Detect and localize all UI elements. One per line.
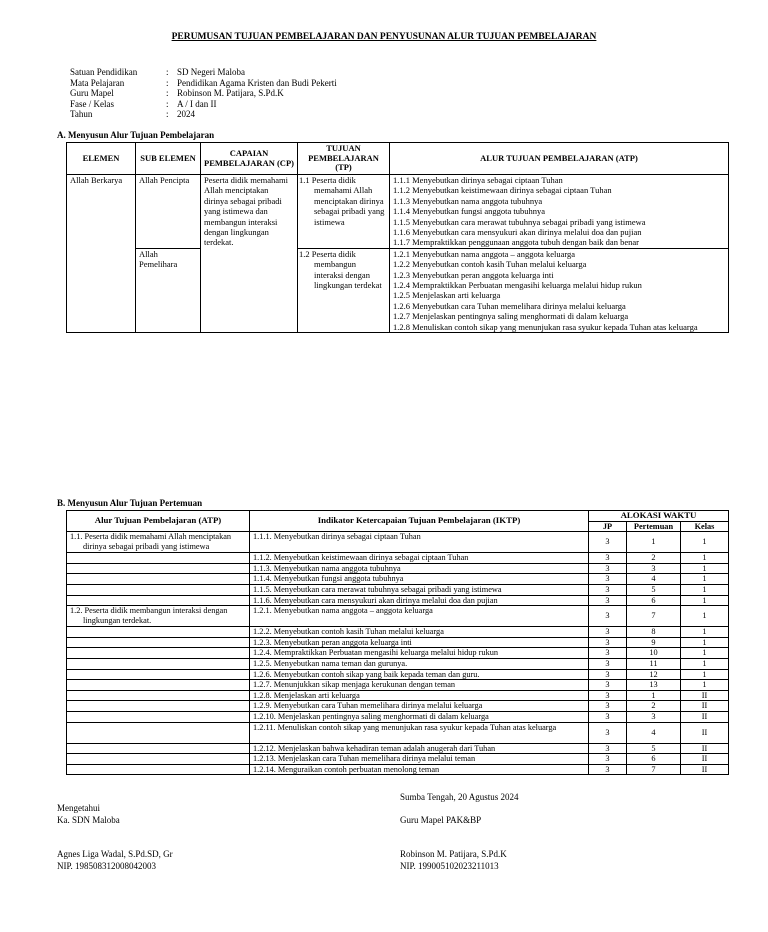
pertemuan-cell: 4: [627, 722, 681, 743]
atp-cell: [67, 584, 250, 595]
pertemuan-cell: 10: [627, 648, 681, 659]
jp-cell: 3: [589, 669, 627, 680]
jp-cell: 3: [589, 722, 627, 743]
signature-left: [57, 803, 173, 872]
iktp-cell: 1.1.2. Menyebutkan keistimewaan dirinya sebagai ciptaan Tuhan: [250, 553, 589, 564]
header-atp: ALUR TUJUAN PEMBELAJARAN (ATP): [390, 143, 729, 175]
principal-name: Agnes Liga Wadal, S.Pd.SD, Gr: [57, 849, 173, 859]
kelas-cell: II: [681, 711, 729, 722]
jp-cell: 3: [589, 743, 627, 754]
teacher-nip: NIP. 199005102023211013: [400, 860, 499, 871]
kelas-cell: II: [681, 754, 729, 765]
document-meta: [70, 67, 337, 120]
iktp-cell: 1.2.11. Menuliskan contoh sikap yang menunjukan rasa syukur kepada Tuhan atas keluarga: [250, 722, 589, 743]
place-date: Sumba Tengah, 20 Agustus 2024: [400, 792, 519, 802]
atp-cell: 1.1. Peserta didik memahami Allah menciptakan dirinya sebagai pribadi yang istimewa: [67, 532, 250, 553]
pertemuan-cell: 6: [627, 595, 681, 606]
atp-item: 1.1.6 Menyebutkan cara mensyukuri akan dirinya melalui doa dan pujian: [393, 227, 642, 238]
kelas-cell: 1: [681, 595, 729, 606]
kelas-cell: II: [681, 722, 729, 743]
atp-item: 1.2.8 Menuliskan contoh sikap yang menunjukan rasa syukur kepada Tuhan atas keluarga: [393, 321, 698, 332]
atp-item: 1.1.2 Menyebutkan keistimewaan dirinya sebagai ciptaan Tuhan: [393, 185, 612, 196]
header-pertemuan: Pertemuan: [627, 521, 681, 532]
atp-item: 1.2.2 Menyebutkan contoh kasih Tuhan melalui keluarga: [393, 259, 587, 270]
kelas-cell: 1: [681, 680, 729, 691]
atp-cell: 1.2. Peserta didik membangun interaksi dengan lingkungan terdekat.: [67, 606, 250, 627]
table-row: [67, 606, 729, 627]
atp-cell: [67, 754, 250, 765]
iktp-cell: 1.2.8. Menjelaskan arti keluarga: [250, 690, 589, 701]
kelas-cell: II: [681, 764, 729, 775]
meta-value: Robinson M. Patijara, S.Pd.K: [177, 88, 284, 98]
atp-cell: [67, 658, 250, 669]
table-row: [67, 574, 729, 585]
iktp-cell: 1.2.13. Menjelaskan cara Tuhan memelihara dirinya melalui teman: [250, 754, 589, 765]
atp-cell: [67, 680, 250, 691]
header-jp: JP: [589, 521, 627, 532]
pertemuan-cell: 2: [627, 701, 681, 712]
table-row: [67, 722, 729, 743]
atp-cell: [67, 711, 250, 722]
pertemuan-cell: 13: [627, 680, 681, 691]
teacher-name: Robinson M. Patijara, S.Pd.K: [400, 849, 507, 859]
tp-cell: 1.1 Peserta didik memahami Allah menciptakan dirinya sebagai pribadi yang istimewa: [298, 175, 390, 249]
meta-label: Guru Mapel: [70, 88, 114, 98]
kelas-cell: 1: [681, 532, 729, 553]
kelas-cell: 1: [681, 637, 729, 648]
iktp-cell: 1.1.3. Menyebutkan nama anggota tubuhnya: [250, 563, 589, 574]
jp-cell: 3: [589, 553, 627, 564]
iktp-cell: 1.1.5. Menyebutkan cara merawat tubuhnya sebagai pribadi yang istimewa: [250, 584, 589, 595]
jp-cell: 3: [589, 627, 627, 638]
meta-value: 2024: [177, 109, 195, 119]
atp-cell: [390, 248, 729, 332]
kelas-cell: 1: [681, 648, 729, 659]
atp-item: 1.2.3 Menyebutkan peran anggota keluarga inti: [393, 269, 554, 280]
jp-cell: 3: [589, 595, 627, 606]
table-header-row: [67, 511, 729, 522]
atp-cell: [390, 175, 729, 249]
pertemuan-cell: 3: [627, 711, 681, 722]
sub-elemen-cell: Allah Pemelihara: [136, 248, 201, 332]
pertemuan-cell: 1: [627, 532, 681, 553]
table-row: [67, 658, 729, 669]
pertemuan-cell: 8: [627, 627, 681, 638]
atp-cell: [67, 669, 250, 680]
atp-cell: [67, 764, 250, 775]
table-row: [67, 711, 729, 722]
atp-cell: [67, 743, 250, 754]
kelas-cell: 1: [681, 669, 729, 680]
meta-label: Tahun: [70, 109, 93, 119]
iktp-cell: 1.2.9. Menyebutkan cara Tuhan memelihara dirinya melalui keluarga: [250, 701, 589, 712]
iktp-cell: 1.1.6. Menyebutkan cara mensyukuri akan dirinya melalui doa dan pujian: [250, 595, 589, 606]
jp-cell: 3: [589, 711, 627, 722]
iktp-cell: 1.2.5. Menyebutkan nama teman dan gurunya.: [250, 658, 589, 669]
meta-label: Satuan Pendidikan: [70, 67, 138, 77]
header-tp: TUJUAN PEMBELAJARAN (TP): [298, 143, 390, 175]
jp-cell: 3: [589, 701, 627, 712]
atp-table: [66, 142, 729, 333]
atp-cell: [67, 637, 250, 648]
kelas-cell: 1: [681, 584, 729, 595]
jp-cell: 3: [589, 648, 627, 659]
atp-item: 1.1.7 Mempraktikkan penggunaan anggota tubuh dengan baik dan benar: [393, 237, 639, 248]
elemen-cell: Allah Berkarya: [67, 175, 136, 333]
table-row: [67, 584, 729, 595]
principal-role: Ka. SDN Maloba: [57, 814, 120, 825]
atp-cell: [67, 701, 250, 712]
table-row: [67, 175, 729, 249]
pertemuan-cell: 12: [627, 669, 681, 680]
jp-cell: 3: [589, 584, 627, 595]
cp-cell: Peserta didik memahami Allah menciptakan dirinya sebagai pribadi yang istimewa dan membangun interaksi dengan lingkungan terdekat.: [201, 175, 298, 333]
pertemuan-cell: 9: [627, 637, 681, 648]
kelas-cell: 1: [681, 627, 729, 638]
jp-cell: 3: [589, 690, 627, 701]
iktp-cell: 1.2.4. Mempraktikkan Perbuatan mengasihi keluarga melalui hidup rukun: [250, 648, 589, 659]
atp-item: 1.1.1 Menyebutkan dirinya sebagai ciptaan Tuhan: [393, 175, 563, 185]
pertemuan-cell: 11: [627, 658, 681, 669]
meta-row: Satuan Pendidikan : SD Negeri Maloba: [70, 67, 245, 77]
atp-cell: [67, 595, 250, 606]
iktp-cell: 1.2.1. Menyebutkan nama anggota – anggota keluarga: [250, 606, 589, 627]
pertemuan-cell: 5: [627, 743, 681, 754]
jp-cell: 3: [589, 764, 627, 775]
atp-item: 1.1.5 Menyebutkan cara merawat tubuhnya sebagai pribadi yang istimewa: [393, 216, 646, 227]
kelas-cell: II: [681, 701, 729, 712]
table-header-row: [67, 143, 729, 175]
page-title: PERUMUSAN TUJUAN PEMBELAJARAN DAN PENYUSUNAN ALUR TUJUAN PEMBELAJARAN: [171, 32, 597, 42]
pertemuan-cell: 6: [627, 754, 681, 765]
iktp-cell: 1.1.1. Menyebutkan dirinya sebagai ciptaan Tuhan: [250, 532, 589, 553]
kelas-cell: 1: [681, 574, 729, 585]
iktp-cell: 1.2.14. Menguraikan contoh perbuatan menolong teman: [250, 764, 589, 775]
atp-item: 1.2.1 Menyebutkan nama anggota – anggota keluarga: [393, 248, 576, 259]
meta-label: Mata Pelajaran: [70, 77, 125, 88]
iktp-cell: 1.2.2. Menyebutkan contoh kasih Tuhan melalui keluarga: [250, 627, 589, 638]
section-b-heading: B. Menyusun Alur Tujuan Pertemuan: [57, 498, 203, 508]
header-kelas: Kelas: [681, 521, 729, 532]
table-row: [67, 754, 729, 765]
pertemuan-cell: 7: [627, 764, 681, 775]
table-row: [67, 648, 729, 659]
atp-cell: [67, 574, 250, 585]
meta-value: Pendidikan Agama Kristen dan Budi Pekerti: [177, 77, 337, 88]
pertemuan-cell: 7: [627, 606, 681, 627]
jp-cell: 3: [589, 754, 627, 765]
meta-row: Fase / Kelas : A / I dan II: [70, 98, 217, 109]
jp-cell: 3: [589, 680, 627, 691]
signature-right: [400, 792, 518, 872]
atp-cell: [67, 690, 250, 701]
kelas-cell: II: [681, 690, 729, 701]
jp-cell: 3: [589, 637, 627, 648]
meta-label: Fase / Kelas: [70, 98, 114, 109]
jp-cell: 3: [589, 606, 627, 627]
meta-row: Tahun : 2024: [70, 109, 195, 119]
atp-cell: [67, 627, 250, 638]
atp-cell: [67, 722, 250, 743]
table-row: [67, 690, 729, 701]
table-row: [67, 680, 729, 691]
section-a-heading: A. Menyusun Alur Tujuan Pembelajaran: [57, 130, 215, 140]
iktp-cell: 1.2.12. Menjelaskan bahwa kehadiran teman adalah anugerah dari Tuhan: [250, 743, 589, 754]
table-row: [67, 669, 729, 680]
table-row: [67, 532, 729, 553]
table-row: [67, 637, 729, 648]
table-row: [67, 627, 729, 638]
jp-cell: 3: [589, 574, 627, 585]
kelas-cell: II: [681, 743, 729, 754]
header-alokasi: ALOKASI WAKTU: [589, 511, 729, 522]
iktp-cell: 1.1.4. Menyebutkan fungsi anggota tubuhnya: [250, 574, 589, 585]
jp-cell: 3: [589, 563, 627, 574]
pertemuan-cell: 2: [627, 553, 681, 564]
atp-cell: [67, 553, 250, 564]
iktp-cell: 1.2.6. Menyebutkan contoh sikap yang baik kepada teman dan guru.: [250, 669, 589, 680]
header-sub-elemen: SUB ELEMEN: [136, 143, 201, 175]
meta-row: Mata Pelajaran : Pendidikan Agama Kristen dan Budi Pekerti: [70, 77, 337, 88]
table-row: [67, 701, 729, 712]
table-row: [67, 248, 729, 332]
iktp-cell: 1.2.10. Menjelaskan pentingnya saling menghormati di dalam keluarga: [250, 711, 589, 722]
header-atp: Alur Tujuan Pembelajaran (ATP): [67, 511, 250, 532]
jp-cell: 3: [589, 532, 627, 553]
atp-item: 1.1.4 Menyebutkan fungsi anggota tubuhnya: [393, 206, 546, 217]
atp-item: 1.2.5 Menjelaskan arti keluarga: [393, 290, 501, 301]
principal-nip: NIP. 198508312008042003: [57, 860, 157, 871]
table-row: [67, 563, 729, 574]
pertemuan-cell: 5: [627, 584, 681, 595]
kelas-cell: 1: [681, 553, 729, 564]
pertemuan-cell: 3: [627, 563, 681, 574]
meta-row: Guru Mapel : Robinson M. Patijara, S.Pd.K: [70, 88, 284, 98]
pertemuan-cell: 4: [627, 574, 681, 585]
meta-value: A / I dan II: [177, 98, 217, 109]
header-iktp: Indikator Ketercapaian Tujuan Pembelajaran (IKTP): [250, 511, 589, 532]
iktp-cell: 1.2.7. Menunjukkan sikap menjaga kerukunan dengan teman: [250, 680, 589, 691]
table-row: [67, 743, 729, 754]
jp-cell: 3: [589, 658, 627, 669]
kelas-cell: 1: [681, 658, 729, 669]
kelas-cell: 1: [681, 563, 729, 574]
table-row: [67, 553, 729, 564]
tp-cell: 1.2 Peserta didik membangun interaksi dengan lingkungan terdekat: [298, 248, 390, 332]
header-cp: CAPAIAN PEMBELAJARAN (CP): [201, 143, 298, 175]
atp-item: 1.1.3 Menyebutkan nama anggota tubuhnya: [393, 195, 543, 206]
acknowledged-label: Mengetahui: [57, 803, 100, 813]
atp-item: 1.2.7 Menjelaskan pentingnya saling menghormati di dalam keluarga: [393, 311, 629, 322]
header-elemen: ELEMEN: [67, 143, 136, 175]
pertemuan-cell: 1: [627, 690, 681, 701]
atp-item: 1.2.4 Mempraktikkan Perbuatan mengasihi keluarga melalui hidup rukun: [393, 280, 642, 291]
pertemuan-table: [66, 510, 729, 775]
atp-cell: [67, 563, 250, 574]
kelas-cell: 1: [681, 606, 729, 627]
atp-item: 1.2.6 Menyebutkan cara Tuhan memelihara dirinya melalui keluarga: [393, 300, 626, 311]
atp-cell: [67, 648, 250, 659]
table-row: [67, 764, 729, 775]
table-row: [67, 595, 729, 606]
sub-elemen-cell: Allah Pencipta: [136, 175, 201, 249]
iktp-cell: 1.2.3. Menyebutkan peran anggota keluarga inti: [250, 637, 589, 648]
teacher-role: Guru Mapel PAK&BP: [400, 814, 482, 825]
meta-value: SD Negeri Maloba: [177, 67, 245, 77]
